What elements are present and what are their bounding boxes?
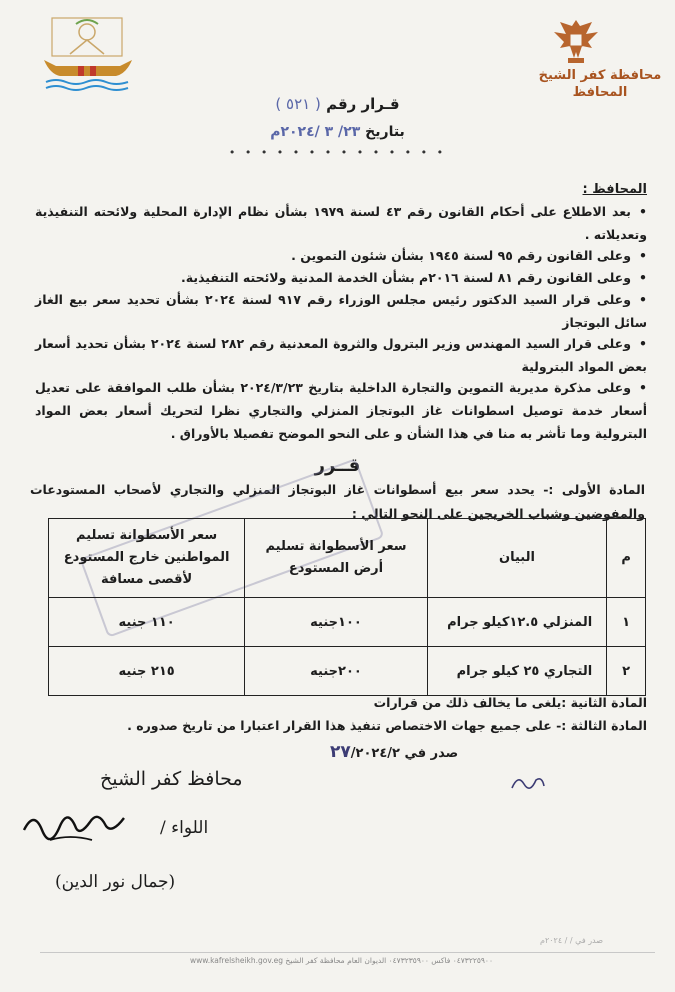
footer-contact: www.kafrelsheikh.gov.eg ٠٤٧٣٢٢٥٩٠٠ فاكس ٠٤٧٣٢٣٥٩٠٠ الديوان العام محافظة كفر الشيخ [190,956,493,965]
footer-divider [40,952,655,953]
row-depot-price: ١٠٠جنيه [245,598,428,647]
table-header-row [49,519,646,598]
footer-issue: صدر في / / ٢٠٢٤م [540,936,604,945]
article-1: المادة الأولى :- يحدد سعر بيع أسطوانات غاز البوتجاز المنزلي والتجاري لأصحاب المستودعات والمفوضين وشباب الخريجين على النحو التالي : [30,482,645,521]
handwritten-signature-icon [20,800,130,850]
decision-date [0,124,675,140]
header-depot-price: سعر الأسطوانة تسليم أرض المستودع [245,519,428,598]
preamble-item: •وعلى قرار السيد الدكتور رئيس مجلس الوزراء رقم ٩١٧ لسنة ٢٠٢٤ بشأن تحديد سعر بيع الغاز سائل البوتجاز [35,292,647,330]
preamble-item: •وعلى القانون رقم ٩٥ لسنة ١٩٤٥ بشأن شئون التموين . [291,248,647,263]
signatory-rank: اللواء / [160,818,209,838]
issued-day: ٢٧ [330,742,351,762]
date-value: ٢٣/ ٣ /٢٠٢٤م [270,124,361,140]
row-item: التجاري ٢٥ كيلو جرام [427,647,606,696]
signatory-title: محافظ كفر الشيخ [100,768,243,790]
issued-label: صدر في [404,746,459,761]
decree-heading: قــرر [314,455,361,476]
governor-label: المحافظ : [582,182,647,197]
table-row [49,598,646,647]
office-name: المحافظ [572,85,628,100]
egypt-eagle-emblem-icon [548,14,604,66]
preamble-item: •وعلى قرار السيد المهندس وزير البترول والثروة المعدنية رقم ٢٨٢ لسنة ٢٠٢٤ بشأن تحديد أسعار بعض المواد البترولية [35,336,647,374]
decision-number [0,95,675,113]
title-dots: • • • • • • • • • • • • • • [228,146,447,159]
governorate-name: محافظة كفر الشيخ [538,68,662,83]
preamble-item: •بعد الاطلاع على أحكام القانون رقم ٤٣ لسنة ١٩٧٩ بشأن نظام الإدارة المحلية ولائحته التنفيذية وتعديلاته . [35,204,647,242]
issued-rest: /٢٠٢٤/٢ [350,746,400,761]
header-num: م [607,519,646,598]
header-item: البيان [427,519,606,598]
price-table [48,518,646,696]
row-depot-price: ٢٠٠جنيه [245,647,428,696]
table-row [49,647,646,696]
issued-date [330,742,458,762]
row-num: ٢ [607,647,646,696]
row-delivery-price: ٢١٥ جنيه [49,647,245,696]
row-delivery-price: ١١٠ جنيه [49,598,245,647]
signatory-name: (جمال نور الدين) [55,872,176,892]
row-item: المنزلي ١٢.٥كيلو جرام [427,598,606,647]
initials-scribble-icon [508,770,548,794]
decision-number-value: ( ٥٢١ ) [275,95,321,113]
decision-label: قـرار رقم [326,95,400,113]
article-2: المادة الثانية :يلغى ما يخالف ذلك من قرارات [373,695,647,710]
date-label: بتاريخ [365,124,405,140]
preamble-item: •وعلى مذكرة مديرية التموين والتجارة الداخلية بتاريخ ٢٠٢٤/٣/٢٣ بشأن طلب الموافقة على تعديل أسعار خدمة توصيل اسطوانات غاز البوتجاز المنزلي والتجاري نظرا لتحريك أسعار بعض المواد البترولية وما تأشر به منا في هذا الشأن و على النحو الموضح تفصيلا بالأوراق . [35,380,647,441]
governorate-boat-logo-icon [40,14,135,92]
header-delivery-price: سعر الأسطوانة تسليم المواطنين خارج المستودع لأقصى مسافة [49,519,245,598]
article-3: المادة الثالثة :- على جميع جهات الاختصاص تنفيذ هذا القرار اعتبارا من تاريخ صدوره . [127,718,647,733]
preamble-item: •وعلى القانون رقم ٨١ لسنة ٢٠١٦م بشأن الخدمة المدنية ولائحته التنفيذية. [181,270,647,285]
row-num: ١ [607,598,646,647]
